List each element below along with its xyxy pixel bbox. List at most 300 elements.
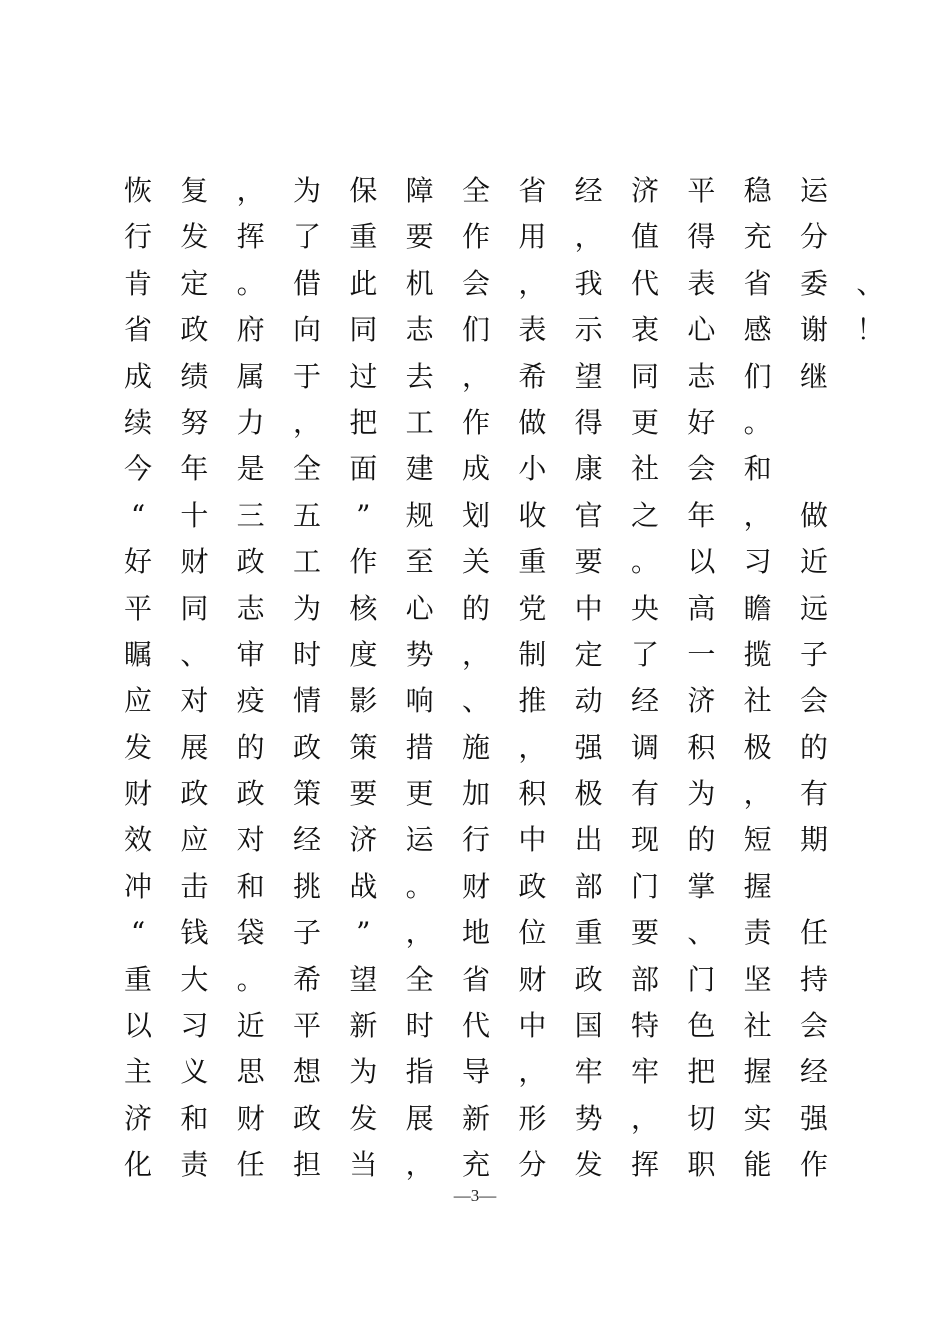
text-character: 济 bbox=[349, 823, 378, 857]
text-character: 中 bbox=[518, 823, 547, 857]
text-character: 极 bbox=[743, 730, 772, 764]
text-character: 色 bbox=[687, 1009, 716, 1043]
text-character: 子 bbox=[799, 637, 828, 671]
text-character: 切 bbox=[687, 1101, 716, 1135]
text-character: 近 bbox=[236, 1009, 265, 1043]
text-line bbox=[124, 817, 864, 863]
text-character: 战 bbox=[349, 869, 378, 903]
text-character: 政 bbox=[180, 313, 209, 347]
text-character: 们 bbox=[461, 313, 490, 347]
text-character: 瞩 bbox=[123, 637, 152, 671]
text-character: 省 bbox=[518, 174, 547, 207]
text-character: 志 bbox=[687, 359, 716, 393]
text-character: 为 bbox=[687, 777, 716, 811]
text-character: 小 bbox=[518, 452, 547, 486]
text-character: ， bbox=[743, 777, 772, 811]
text-character: 袋 bbox=[236, 916, 265, 950]
text-character: 同 bbox=[180, 591, 209, 625]
text-character: 动 bbox=[574, 684, 603, 718]
text-character: 成 bbox=[123, 359, 152, 393]
text-character: 财 bbox=[123, 777, 152, 811]
text-character: 工 bbox=[292, 545, 321, 579]
text-character: 此 bbox=[349, 266, 378, 300]
text-character: 子 bbox=[292, 916, 321, 950]
text-character: 措 bbox=[405, 730, 434, 764]
text-character: 官 bbox=[574, 498, 603, 532]
text-character: 重 bbox=[574, 916, 603, 950]
text-character: 高 bbox=[687, 591, 716, 625]
text-character: 运 bbox=[405, 823, 434, 857]
text-character: 划 bbox=[461, 498, 490, 532]
text-character: 出 bbox=[574, 823, 603, 857]
text-character: 对 bbox=[180, 684, 209, 718]
text-character: 政 bbox=[292, 730, 321, 764]
text-character: ， bbox=[405, 1148, 434, 1182]
text-character: 推 bbox=[518, 684, 547, 718]
text-character: 绩 bbox=[180, 359, 209, 393]
text-character: 挥 bbox=[236, 220, 265, 254]
text-character: 三 bbox=[236, 498, 265, 532]
text-character: 任 bbox=[799, 916, 828, 950]
text-character: 钱 bbox=[180, 916, 209, 950]
text-character: 用 bbox=[518, 220, 547, 254]
text-character: 和 bbox=[236, 869, 265, 903]
text-character: 好 bbox=[687, 405, 716, 439]
text-character: 牢 bbox=[574, 1055, 603, 1089]
text-line bbox=[123, 307, 885, 353]
text-character: ， bbox=[630, 1101, 659, 1135]
text-character: 五 bbox=[292, 498, 321, 532]
text-character: 。 bbox=[236, 962, 265, 996]
text-character: 我 bbox=[574, 266, 603, 300]
text-character: 全 bbox=[292, 452, 321, 486]
text-character: 去 bbox=[405, 359, 434, 393]
text-character: 省 bbox=[743, 266, 772, 300]
text-character: 复 bbox=[180, 174, 209, 207]
text-character: 加 bbox=[461, 777, 490, 811]
text-line bbox=[124, 1142, 864, 1188]
text-character: 行 bbox=[461, 823, 490, 857]
text-character: 属 bbox=[236, 359, 265, 393]
text-character: 做 bbox=[518, 405, 547, 439]
text-character: 经 bbox=[574, 174, 603, 207]
text-character: 策 bbox=[349, 730, 378, 764]
text-character: 机 bbox=[405, 266, 434, 300]
text-character: 要 bbox=[405, 220, 434, 254]
text-character: 制 bbox=[518, 637, 547, 671]
text-character: 挑 bbox=[292, 869, 321, 903]
text-character: 康 bbox=[574, 452, 603, 486]
text-character: 坚 bbox=[743, 962, 772, 996]
text-character: 应 bbox=[180, 823, 209, 857]
text-character: 的 bbox=[799, 730, 828, 764]
text-character: 定 bbox=[180, 266, 209, 300]
text-character: 规 bbox=[405, 498, 434, 532]
text-character: 短 bbox=[743, 823, 772, 857]
text-character: 部 bbox=[574, 869, 603, 903]
text-character: 位 bbox=[518, 916, 547, 950]
text-character: 收 bbox=[518, 498, 547, 532]
text-character: 义 bbox=[180, 1055, 209, 1089]
text-character: 为 bbox=[292, 591, 321, 625]
text-character: 担 bbox=[292, 1148, 321, 1182]
text-character: 牢 bbox=[630, 1055, 659, 1089]
text-character: 肯 bbox=[123, 266, 152, 300]
text-character: 核 bbox=[349, 591, 378, 625]
text-character: 会 bbox=[799, 1009, 828, 1043]
text-line bbox=[124, 354, 864, 400]
text-character: 续 bbox=[123, 405, 152, 439]
text-character: 为 bbox=[292, 174, 321, 207]
text-character: 分 bbox=[518, 1148, 547, 1182]
text-character: 政 bbox=[574, 962, 603, 996]
text-character: 全 bbox=[461, 174, 490, 207]
text-character: 济 bbox=[687, 684, 716, 718]
text-character: 、 bbox=[687, 916, 716, 950]
text-character: 向 bbox=[292, 313, 321, 347]
text-character: 更 bbox=[405, 777, 434, 811]
text-character: “ bbox=[130, 498, 146, 532]
text-character: 度 bbox=[349, 637, 378, 671]
text-character: 稳 bbox=[743, 174, 772, 207]
text-character: 济 bbox=[630, 174, 659, 207]
text-character: 力 bbox=[236, 405, 265, 439]
text-character: 分 bbox=[799, 220, 828, 254]
text-character: 平 bbox=[687, 174, 716, 207]
text-character: 时 bbox=[405, 1009, 434, 1043]
text-character: 掌 bbox=[687, 869, 716, 903]
text-line bbox=[124, 632, 864, 678]
text-character: 济 bbox=[123, 1101, 152, 1135]
text-character: 、 bbox=[856, 266, 885, 300]
text-character: 中 bbox=[518, 1009, 547, 1043]
text-character: 责 bbox=[180, 1148, 209, 1182]
text-character: 疫 bbox=[236, 684, 265, 718]
text-character: 继 bbox=[799, 359, 828, 393]
text-character: 握 bbox=[743, 869, 772, 903]
text-character: 远 bbox=[799, 591, 828, 625]
text-character: 门 bbox=[630, 869, 659, 903]
text-character: 党 bbox=[518, 591, 547, 625]
text-character: 击 bbox=[180, 869, 209, 903]
text-character: 揽 bbox=[743, 637, 772, 671]
text-character: 持 bbox=[799, 962, 828, 996]
text-character: 做 bbox=[799, 498, 828, 532]
text-character: 更 bbox=[630, 405, 659, 439]
text-character: 把 bbox=[349, 405, 378, 439]
text-character: 财 bbox=[518, 962, 547, 996]
text-character: 期 bbox=[799, 823, 828, 857]
text-character: 形 bbox=[518, 1101, 547, 1135]
text-line bbox=[124, 771, 864, 817]
text-character: 中 bbox=[574, 591, 603, 625]
text-character: 责 bbox=[743, 916, 772, 950]
text-character: 展 bbox=[405, 1101, 434, 1135]
text-character: 的 bbox=[236, 730, 265, 764]
text-character: 志 bbox=[405, 313, 434, 347]
body-text bbox=[123, 168, 885, 1189]
text-character: 应 bbox=[123, 684, 152, 718]
text-character: 值 bbox=[630, 220, 659, 254]
text-character: 望 bbox=[574, 359, 603, 393]
text-character: 过 bbox=[349, 359, 378, 393]
text-line bbox=[124, 446, 864, 492]
text-line bbox=[124, 910, 864, 956]
text-character: 代 bbox=[630, 266, 659, 300]
text-character: 恢 bbox=[123, 174, 152, 207]
text-character: 重 bbox=[518, 545, 547, 579]
text-character: 情 bbox=[292, 684, 321, 718]
text-character: 。 bbox=[405, 869, 434, 903]
text-character: ， bbox=[574, 220, 603, 254]
text-character: 当 bbox=[349, 1148, 378, 1182]
text-character: 势 bbox=[405, 637, 434, 671]
text-line bbox=[124, 957, 864, 1003]
text-character: 新 bbox=[349, 1009, 378, 1043]
text-character: 经 bbox=[799, 1055, 828, 1089]
text-character: 心 bbox=[687, 313, 716, 347]
text-character: 部 bbox=[630, 962, 659, 996]
text-character: 展 bbox=[180, 730, 209, 764]
text-character: 地 bbox=[461, 916, 490, 950]
text-character: 希 bbox=[292, 962, 321, 996]
text-character: 努 bbox=[180, 405, 209, 439]
text-character: “ bbox=[130, 916, 146, 950]
text-character: ， bbox=[236, 174, 265, 207]
text-character: 门 bbox=[687, 962, 716, 996]
text-character: 要 bbox=[349, 777, 378, 811]
text-line bbox=[124, 1096, 864, 1142]
text-character: ， bbox=[461, 637, 490, 671]
text-line bbox=[124, 1049, 864, 1095]
text-character: 的 bbox=[687, 823, 716, 857]
text-character: 工 bbox=[405, 405, 434, 439]
text-character: 想 bbox=[292, 1055, 321, 1089]
text-character: 。 bbox=[630, 545, 659, 579]
text-character: 行 bbox=[123, 220, 152, 254]
text-character: 要 bbox=[630, 916, 659, 950]
text-character: 会 bbox=[687, 452, 716, 486]
text-character: 挥 bbox=[630, 1148, 659, 1182]
text-line bbox=[124, 725, 864, 771]
text-character: 握 bbox=[743, 1055, 772, 1089]
text-character: 代 bbox=[461, 1009, 490, 1043]
text-character: 响 bbox=[405, 684, 434, 718]
text-character: 好 bbox=[123, 545, 152, 579]
text-character: 得 bbox=[574, 405, 603, 439]
text-character: 发 bbox=[349, 1101, 378, 1135]
text-character: 积 bbox=[518, 777, 547, 811]
text-character: 之 bbox=[630, 498, 659, 532]
text-character: 以 bbox=[687, 545, 716, 579]
text-character: 现 bbox=[630, 823, 659, 857]
text-character: 央 bbox=[630, 591, 659, 625]
text-character: 重 bbox=[123, 962, 152, 996]
text-character: 发 bbox=[123, 730, 152, 764]
text-character: 任 bbox=[236, 1148, 265, 1182]
text-line bbox=[124, 214, 864, 260]
text-character: 年 bbox=[687, 498, 716, 532]
text-character: 施 bbox=[461, 730, 490, 764]
text-character: 财 bbox=[180, 545, 209, 579]
text-character: 府 bbox=[236, 313, 265, 347]
text-character: 谢 bbox=[799, 313, 828, 347]
text-character: 政 bbox=[236, 545, 265, 579]
text-character: 十 bbox=[180, 498, 209, 532]
text-character: 心 bbox=[405, 591, 434, 625]
text-character: 为 bbox=[349, 1055, 378, 1089]
text-character: 实 bbox=[743, 1101, 772, 1135]
text-line bbox=[124, 539, 864, 585]
text-character: 保 bbox=[349, 174, 378, 207]
text-character: ” bbox=[356, 498, 371, 532]
text-character: ， bbox=[518, 1055, 547, 1089]
text-character: 。 bbox=[236, 266, 265, 300]
text-character: 面 bbox=[349, 452, 378, 486]
text-character: 近 bbox=[799, 545, 828, 579]
text-character: 瞻 bbox=[743, 591, 772, 625]
text-character: 建 bbox=[405, 452, 434, 486]
text-character: 化 bbox=[123, 1148, 152, 1182]
text-character: 至 bbox=[405, 545, 434, 579]
text-character: 要 bbox=[574, 545, 603, 579]
text-character: 政 bbox=[236, 777, 265, 811]
text-character: 了 bbox=[292, 220, 321, 254]
text-character: 感 bbox=[743, 313, 772, 347]
text-character: 作 bbox=[461, 405, 490, 439]
text-character: 导 bbox=[461, 1055, 490, 1089]
text-character: 社 bbox=[743, 1009, 772, 1043]
text-line bbox=[123, 261, 885, 307]
text-character: 审 bbox=[236, 637, 265, 671]
text-character: 社 bbox=[630, 452, 659, 486]
text-character: 会 bbox=[799, 684, 828, 718]
text-character: 和 bbox=[180, 1101, 209, 1135]
text-character: 势 bbox=[574, 1101, 603, 1135]
text-character: 强 bbox=[799, 1101, 828, 1135]
text-character: 平 bbox=[123, 591, 152, 625]
text-character: 希 bbox=[518, 359, 547, 393]
text-character: 望 bbox=[349, 962, 378, 996]
text-character: 平 bbox=[292, 1009, 321, 1043]
text-line bbox=[124, 678, 864, 724]
text-character: 一 bbox=[687, 637, 716, 671]
text-character: 衷 bbox=[630, 313, 659, 347]
text-character: 习 bbox=[180, 1009, 209, 1043]
text-character: ， bbox=[405, 916, 434, 950]
text-character: 志 bbox=[236, 591, 265, 625]
text-character: 政 bbox=[180, 777, 209, 811]
text-character: 经 bbox=[630, 684, 659, 718]
text-character: 们 bbox=[743, 359, 772, 393]
text-character: 有 bbox=[799, 777, 828, 811]
text-character: ” bbox=[356, 916, 371, 950]
text-character: 强 bbox=[574, 730, 603, 764]
text-line bbox=[124, 586, 864, 632]
text-character: 定 bbox=[574, 637, 603, 671]
text-character: ， bbox=[518, 730, 547, 764]
text-character: 作 bbox=[461, 220, 490, 254]
text-character: 新 bbox=[461, 1101, 490, 1135]
text-character: 得 bbox=[687, 220, 716, 254]
text-character: 政 bbox=[518, 869, 547, 903]
text-character: 时 bbox=[292, 637, 321, 671]
text-character: 政 bbox=[292, 1101, 321, 1135]
text-character: 发 bbox=[574, 1148, 603, 1182]
text-character: 社 bbox=[743, 684, 772, 718]
text-character: 指 bbox=[405, 1055, 434, 1089]
text-character: 障 bbox=[405, 174, 434, 207]
text-character: 把 bbox=[687, 1055, 716, 1089]
text-line bbox=[124, 864, 864, 910]
text-line bbox=[124, 493, 864, 539]
text-character: 省 bbox=[123, 313, 152, 347]
text-character: 充 bbox=[461, 1148, 490, 1182]
text-character: 作 bbox=[349, 545, 378, 579]
text-character: 职 bbox=[687, 1148, 716, 1182]
text-line bbox=[124, 1003, 864, 1049]
text-character: 同 bbox=[630, 359, 659, 393]
text-character: ！ bbox=[856, 313, 885, 347]
text-character: 示 bbox=[574, 313, 603, 347]
text-character: ， bbox=[743, 498, 772, 532]
text-character: ， bbox=[518, 266, 547, 300]
text-character: 运 bbox=[799, 174, 828, 207]
text-character: 表 bbox=[687, 266, 716, 300]
text-character: 委 bbox=[799, 266, 828, 300]
text-character: 调 bbox=[630, 730, 659, 764]
text-character: 省 bbox=[461, 962, 490, 996]
text-character: 了 bbox=[630, 637, 659, 671]
text-character: 会 bbox=[461, 266, 490, 300]
text-character: 今 bbox=[123, 452, 152, 486]
text-character: 对 bbox=[236, 823, 265, 857]
text-character: 冲 bbox=[123, 869, 152, 903]
text-character: 大 bbox=[180, 962, 209, 996]
text-character: 充 bbox=[743, 220, 772, 254]
text-character: 于 bbox=[292, 359, 321, 393]
text-character: 影 bbox=[349, 684, 378, 718]
text-character: ， bbox=[292, 405, 321, 439]
text-character: 有 bbox=[630, 777, 659, 811]
text-character: 特 bbox=[630, 1009, 659, 1043]
text-character: 是 bbox=[236, 452, 265, 486]
text-character: 财 bbox=[461, 869, 490, 903]
text-character: 国 bbox=[574, 1009, 603, 1043]
text-character: 同 bbox=[349, 313, 378, 347]
text-character: 作 bbox=[799, 1148, 828, 1182]
text-character: 主 bbox=[123, 1055, 152, 1089]
page-number: —3— bbox=[453, 1186, 497, 1205]
text-character: 的 bbox=[461, 591, 490, 625]
text-character: 思 bbox=[236, 1055, 265, 1089]
text-character: 全 bbox=[405, 962, 434, 996]
text-character: 借 bbox=[292, 266, 321, 300]
text-character: 年 bbox=[180, 452, 209, 486]
text-character: 重 bbox=[349, 220, 378, 254]
text-character: 极 bbox=[574, 777, 603, 811]
text-character: 。 bbox=[743, 405, 772, 439]
text-character: 以 bbox=[123, 1009, 152, 1043]
text-character: 能 bbox=[743, 1148, 772, 1182]
text-character: 、 bbox=[461, 684, 490, 718]
text-character: 经 bbox=[292, 823, 321, 857]
text-character: 关 bbox=[461, 545, 490, 579]
text-character: 策 bbox=[292, 777, 321, 811]
text-character: 效 bbox=[123, 823, 152, 857]
text-character: 表 bbox=[518, 313, 547, 347]
text-character: 发 bbox=[180, 220, 209, 254]
